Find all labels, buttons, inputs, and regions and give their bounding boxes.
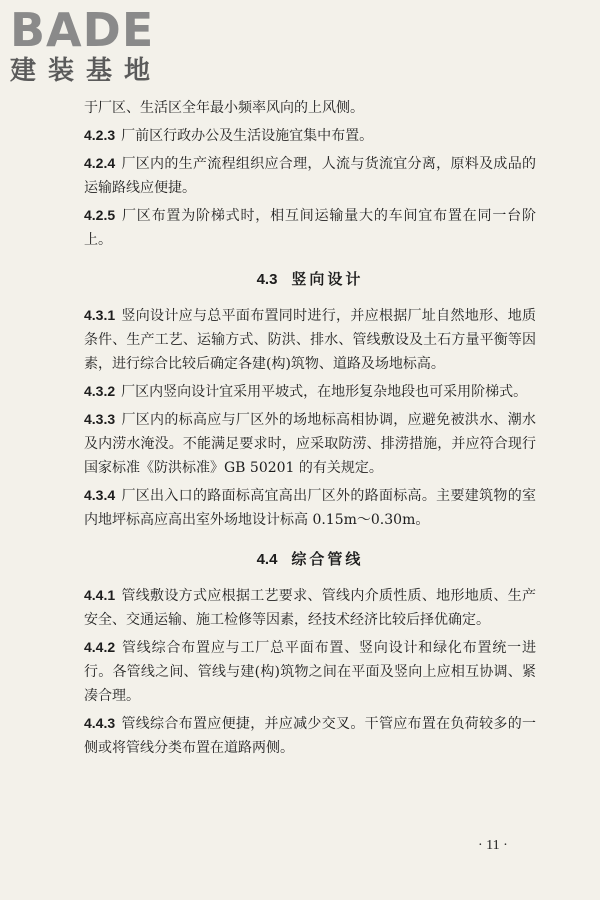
clause-number: 4.4.1 <box>84 587 116 603</box>
clause-4-4-2 <box>84 635 536 708</box>
clause-number: 4.2.4 <box>84 155 116 171</box>
clause-text: 厂前区行政办公及生活设施宜集中布置。 <box>121 128 374 144</box>
clause-text: 厂区布置为阶梯式时，相互间运输量大的车间宜布置在同一台阶上。 <box>84 208 536 248</box>
clause-number: 4.2.3 <box>84 127 116 143</box>
clause-text: 管线敷设方式应根据工艺要求、管线内介质性质、地形地质、生产安全、交通运输、施工检修等因素，经技术经济比较后择优确定。 <box>84 588 536 628</box>
clause-4-3-2 <box>84 379 536 404</box>
logo <box>10 3 163 86</box>
clause-text: 厂区内竖向设计宜采用平坡式，在地形复杂地段也可采用阶梯式。 <box>121 384 528 400</box>
clause-number: 4.2.5 <box>84 207 116 223</box>
clause-text: 厂区出入口的路面标高宜高出厂区外的路面标高。主要建筑物的室内地坪标高应高出室外场地设计标高 0.15m～0.30m。 <box>84 488 536 528</box>
paragraph-continuation <box>84 96 536 120</box>
clause-number: 4.3.4 <box>84 487 116 503</box>
clause-4-3-4 <box>84 483 536 532</box>
logo-subtitle: 建装基地 <box>10 56 163 86</box>
clause-4-3-3 <box>84 407 536 480</box>
clause-number: 4.4.3 <box>84 715 116 731</box>
clause-number: 4.4.2 <box>84 639 116 655</box>
section-title: 综合管线 <box>291 550 364 568</box>
clause-text: 厂区内的标高应与厂区外的场地标高相协调，应避免被洪水、潮水及内涝水淹没。不能满足要求时，应采取防涝、排涝措施，并应符合现行国家标准《防洪标准》GB 50201 的有关规定。 <box>84 412 536 476</box>
document-body <box>84 96 536 763</box>
section-heading-4-3 <box>84 268 536 289</box>
clause-text: 管线综合布置应便捷，并应减少交叉。干管应布置在负荷较多的一侧或将管线分类布置在道路两侧。 <box>84 716 536 756</box>
clause-4-3-1 <box>84 303 536 376</box>
logo-brand: BADE <box>10 3 155 57</box>
clause-4-2-3 <box>84 123 536 148</box>
section-heading-4-4 <box>84 548 536 569</box>
paragraph-text: 于厂区、生活区全年最小频率风向的上风侧。 <box>84 100 364 116</box>
clause-number: 4.3.2 <box>84 383 116 399</box>
page-number: · 11 · <box>478 838 508 853</box>
clause-text: 厂区内的生产流程组织应合理，人流与货流宜分离，原料及成品的运输路线应便捷。 <box>84 156 536 196</box>
clause-number: 4.3.3 <box>84 411 116 427</box>
clause-4-4-3 <box>84 711 536 760</box>
section-number: 4.3 <box>256 271 278 288</box>
clause-text: 竖向设计应与总平面布置同时进行，并应根据厂址自然地形、地质条件、生产工艺、运输方式、防洪、排水、管线敷设及土石方量平衡等因素，进行综合比较后确定各建(构)筑物、道路及场地标高。 <box>84 308 536 372</box>
clause-4-2-4 <box>84 151 536 200</box>
clause-4-4-1 <box>84 583 536 632</box>
clause-number: 4.3.1 <box>84 307 116 323</box>
clause-4-2-5 <box>84 203 536 252</box>
section-title: 竖向设计 <box>291 270 364 288</box>
clause-text: 管线综合布置应与工厂总平面布置、竖向设计和绿化布置统一进行。各管线之间、管线与建(构)筑物之间在平面及竖向上应相互协调、紧凑合理。 <box>84 640 536 704</box>
section-number: 4.4 <box>256 551 278 568</box>
